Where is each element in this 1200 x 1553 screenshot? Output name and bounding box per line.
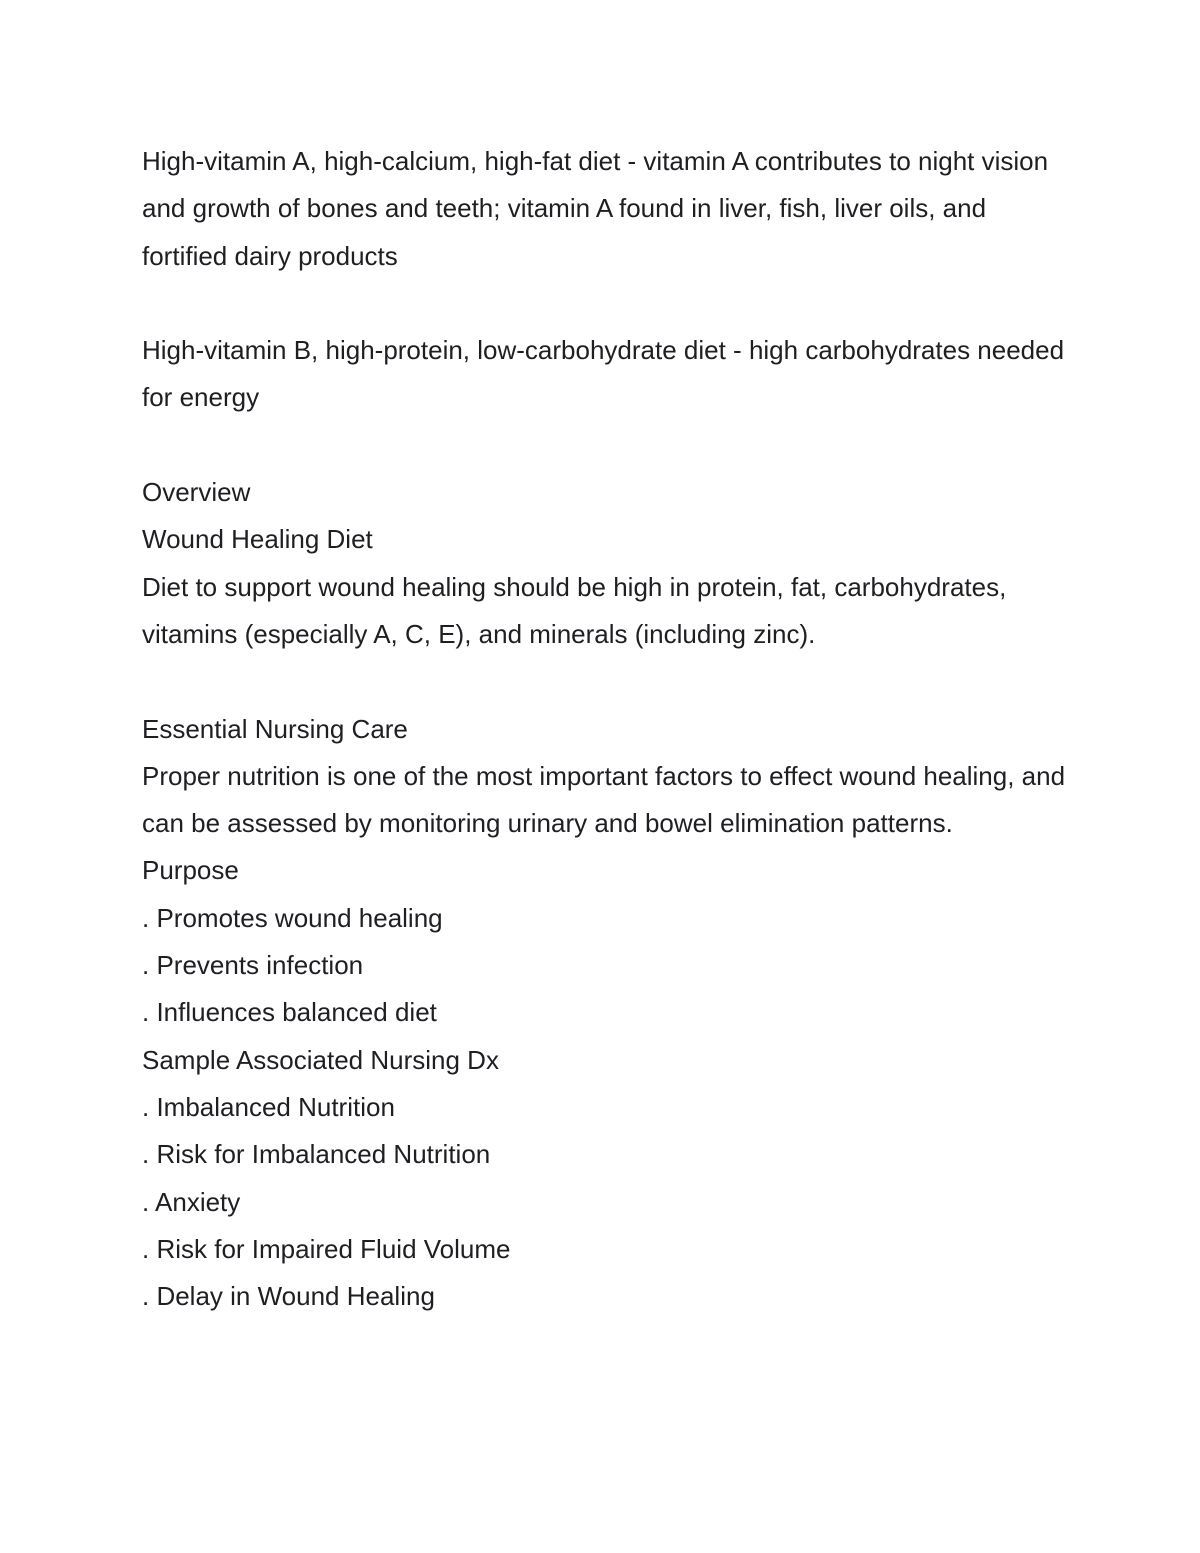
purpose-heading: Purpose: [142, 855, 239, 886]
wound-healing-diet-heading: Wound Healing Diet: [142, 524, 373, 555]
spacer: [142, 280, 1072, 327]
paragraph-vitamin-b: High-vitamin B, high-protein, low-carbohydrate diet - high carbohydrates needed for energy: [142, 335, 1065, 413]
spacer: [142, 422, 1072, 469]
paragraph-vitamin-a: High-vitamin A, high-calcium, high-fat diet - vitamin A contributes to night vision and growth of bones and teeth; vitamin A found in liver, fish, liver oils, and fortified dairy products: [142, 146, 1049, 271]
purpose-item: . Influences balanced diet: [142, 997, 437, 1028]
nursing-dx-heading: Sample Associated Nursing Dx: [142, 1044, 499, 1075]
nursing-dx-item: . Imbalanced Nutrition: [142, 1091, 395, 1122]
spacer: [142, 658, 1072, 705]
purpose-item: . Prevents infection: [142, 950, 364, 981]
nursing-dx-item: . Risk for Impaired Fluid Volume: [142, 1233, 511, 1264]
purpose-item: . Promotes wound healing: [142, 902, 443, 933]
overview-label: Overview: [142, 477, 251, 508]
nursing-dx-item: . Delay in Wound Healing: [142, 1281, 435, 1312]
nursing-dx-item: . Risk for Imbalanced Nutrition: [142, 1139, 491, 1170]
document-page: [142, 138, 1072, 1320]
wound-healing-diet-text: Diet to support wound healing should be high in protein, fat, carbohydrates, vitamins (especially A, C, E), and minerals (including zinc).: [142, 571, 1007, 649]
nursing-care-text: Proper nutrition is one of the most important factors to effect wound healing, and can be assessed by monitoring urinary and bowel elimination patterns.: [142, 760, 1066, 839]
nursing-care-heading: Essential Nursing Care: [142, 713, 408, 744]
nursing-dx-item: . Anxiety: [142, 1186, 241, 1217]
